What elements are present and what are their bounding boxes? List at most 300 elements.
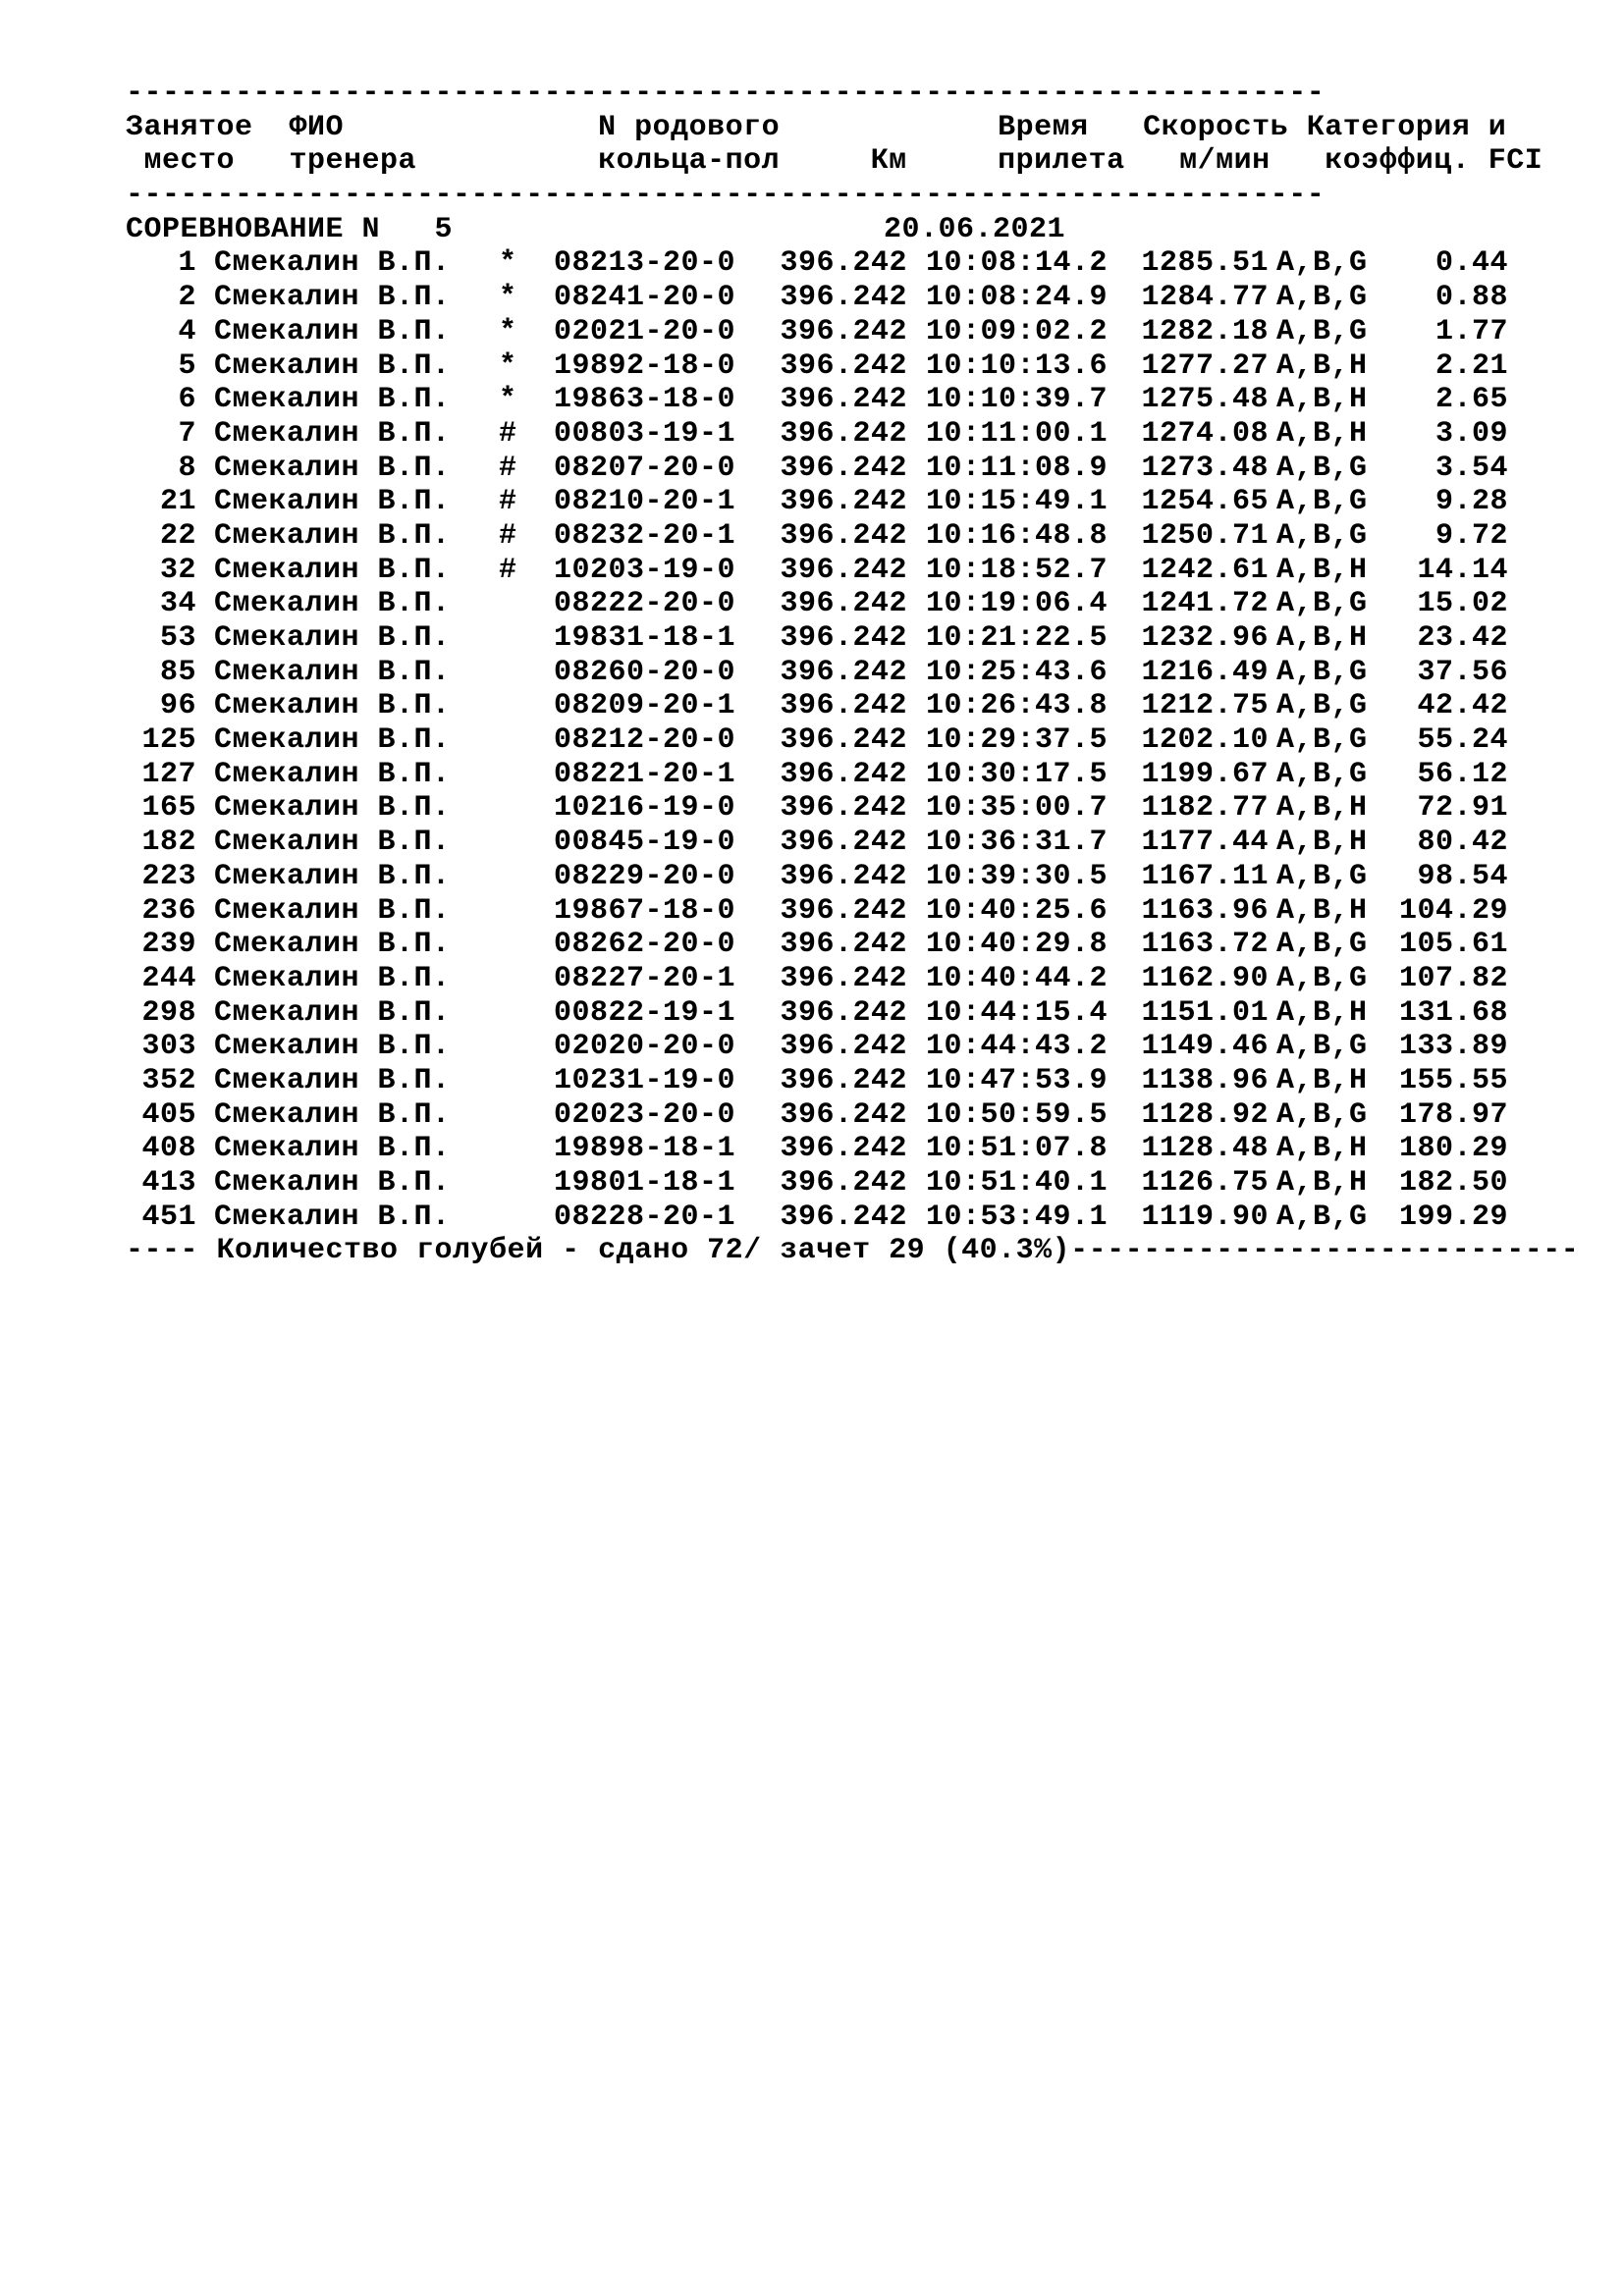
arrival-time-cell: 10:15:49.1 bbox=[925, 485, 1108, 519]
trainer-name-cell: Смекалин В.П. bbox=[214, 893, 451, 928]
mark-cell bbox=[499, 1166, 542, 1201]
trainer-name-cell: Смекалин В.П. bbox=[214, 826, 451, 860]
arrival-time-cell: 10:53:49.1 bbox=[925, 1200, 1108, 1234]
fci-coefficient-cell: 107.82 bbox=[1398, 961, 1508, 995]
arrival-time-cell: 10:35:00.7 bbox=[925, 791, 1108, 826]
speed-cell: 1275.48 bbox=[1141, 383, 1269, 417]
trainer-name-cell: Смекалин В.П. bbox=[214, 348, 451, 383]
place-cell: 405 bbox=[141, 1097, 196, 1132]
trainer-name-cell: Смекалин В.П. bbox=[214, 1063, 451, 1097]
place-cell: 4 bbox=[178, 314, 196, 348]
mark-cell bbox=[499, 962, 542, 996]
distance-cell: 396.242 bbox=[780, 383, 907, 417]
table-row bbox=[126, 485, 1598, 519]
mark-cell: # bbox=[499, 451, 517, 485]
category-cell: A,B,G bbox=[1276, 655, 1368, 689]
speed-cell: 1163.96 bbox=[1141, 893, 1269, 928]
table-row bbox=[126, 860, 1598, 894]
fci-coefficient-cell: 155.55 bbox=[1398, 1063, 1508, 1097]
ring-number-cell: 08222-20-0 bbox=[554, 587, 736, 621]
category-cell: A,B,G bbox=[1276, 1097, 1368, 1132]
arrival-time-cell: 10:50:59.5 bbox=[925, 1097, 1108, 1132]
category-cell: A,B,H bbox=[1276, 1132, 1368, 1166]
arrival-time-cell: 10:08:24.9 bbox=[925, 281, 1108, 315]
trainer-name-cell: Смекалин В.П. bbox=[214, 723, 451, 758]
table-row bbox=[126, 656, 1598, 690]
fci-coefficient-cell: 199.29 bbox=[1398, 1200, 1508, 1234]
table-row bbox=[126, 519, 1598, 554]
place-cell: 408 bbox=[141, 1132, 196, 1166]
ring-number-cell: 02023-20-0 bbox=[554, 1097, 736, 1132]
distance-cell: 396.242 bbox=[780, 553, 907, 587]
race-results-report bbox=[126, 77, 1598, 1268]
category-cell: A,B,H bbox=[1276, 1166, 1368, 1200]
distance-cell: 396.242 bbox=[780, 348, 907, 383]
fci-coefficient-cell: 42.42 bbox=[1417, 689, 1508, 723]
category-cell: A,B,G bbox=[1276, 1200, 1368, 1234]
fci-coefficient-cell: 2.65 bbox=[1435, 383, 1508, 417]
mark-cell: * bbox=[499, 314, 517, 348]
distance-cell: 396.242 bbox=[780, 587, 907, 621]
mark-cell bbox=[499, 587, 542, 621]
place-cell: 6 bbox=[178, 383, 196, 417]
arrival-time-cell: 10:29:37.5 bbox=[925, 723, 1108, 758]
ring-number-cell: 08210-20-1 bbox=[554, 485, 736, 519]
distance-cell: 396.242 bbox=[780, 757, 907, 791]
distance-cell: 396.242 bbox=[780, 621, 907, 655]
summary-footer: ---- Количество голубей - сдано 72/ зачет 29 (40.3%)---------------------------- bbox=[126, 1234, 1580, 1268]
arrival-time-cell: 10:09:02.2 bbox=[925, 314, 1108, 348]
distance-cell: 396.242 bbox=[780, 518, 907, 553]
mark-cell bbox=[499, 1201, 542, 1235]
speed-cell: 1149.46 bbox=[1141, 1030, 1269, 1064]
trainer-name-cell: Смекалин В.П. bbox=[214, 1097, 451, 1132]
competition-line bbox=[126, 213, 1598, 247]
category-cell: A,B,G bbox=[1276, 1030, 1368, 1064]
mark-cell bbox=[499, 1098, 542, 1133]
mark-cell: * bbox=[499, 383, 517, 417]
speed-cell: 1241.72 bbox=[1141, 587, 1269, 621]
speed-cell: 1138.96 bbox=[1141, 1063, 1269, 1097]
place-cell: 413 bbox=[141, 1166, 196, 1200]
arrival-time-cell: 10:39:30.5 bbox=[925, 859, 1108, 893]
speed-cell: 1277.27 bbox=[1141, 348, 1269, 383]
category-cell: A,B,H bbox=[1276, 621, 1368, 655]
ring-number-cell: 00803-19-1 bbox=[554, 416, 736, 451]
mark-cell: * bbox=[499, 348, 517, 383]
table-row bbox=[126, 383, 1598, 417]
place-cell: 239 bbox=[141, 928, 196, 962]
fci-coefficient-cell: 23.42 bbox=[1417, 621, 1508, 655]
place-cell: 34 bbox=[159, 587, 196, 621]
trainer-name-cell: Смекалин В.П. bbox=[214, 1200, 451, 1234]
distance-cell: 396.242 bbox=[780, 859, 907, 893]
mark-cell bbox=[499, 1132, 542, 1166]
trainer-name-cell: Смекалин В.П. bbox=[214, 281, 451, 315]
ring-number-cell: 08207-20-0 bbox=[554, 451, 736, 485]
speed-cell: 1128.92 bbox=[1141, 1097, 1269, 1132]
place-cell: 236 bbox=[141, 893, 196, 928]
fci-coefficient-cell: 56.12 bbox=[1417, 757, 1508, 791]
table-row bbox=[126, 1098, 1598, 1133]
place-cell: 223 bbox=[141, 859, 196, 893]
fci-coefficient-cell: 14.14 bbox=[1417, 553, 1508, 587]
fci-coefficient-cell: 72.91 bbox=[1417, 791, 1508, 826]
speed-cell: 1167.11 bbox=[1141, 859, 1269, 893]
mark-cell: * bbox=[499, 281, 517, 315]
fci-coefficient-cell: 131.68 bbox=[1398, 995, 1508, 1030]
place-cell: 298 bbox=[141, 995, 196, 1030]
fci-coefficient-cell: 2.21 bbox=[1435, 348, 1508, 383]
table-row bbox=[126, 826, 1598, 860]
table-row bbox=[126, 962, 1598, 996]
ring-number-cell: 08229-20-0 bbox=[554, 859, 736, 893]
mark-cell bbox=[499, 689, 542, 723]
fci-coefficient-cell: 80.42 bbox=[1417, 826, 1508, 860]
distance-cell: 396.242 bbox=[780, 1063, 907, 1097]
distance-cell: 396.242 bbox=[780, 928, 907, 962]
place-cell: 7 bbox=[178, 416, 196, 451]
distance-cell: 396.242 bbox=[780, 723, 907, 758]
speed-cell: 1177.44 bbox=[1141, 826, 1269, 860]
category-cell: A,B,G bbox=[1276, 281, 1368, 315]
ring-number-cell: 19867-18-0 bbox=[554, 893, 736, 928]
ring-number-cell: 19892-18-0 bbox=[554, 348, 736, 383]
distance-cell: 396.242 bbox=[780, 416, 907, 451]
speed-cell: 1199.67 bbox=[1141, 757, 1269, 791]
distance-cell: 396.242 bbox=[780, 826, 907, 860]
category-cell: A,B,G bbox=[1276, 451, 1368, 485]
speed-cell: 1128.48 bbox=[1141, 1132, 1269, 1166]
category-cell: A,B,G bbox=[1276, 587, 1368, 621]
mark-cell: # bbox=[499, 485, 517, 519]
table-row bbox=[126, 689, 1598, 723]
arrival-time-cell: 10:40:29.8 bbox=[925, 928, 1108, 962]
distance-cell: 396.242 bbox=[780, 1132, 907, 1166]
mark-cell bbox=[499, 656, 542, 690]
distance-cell: 396.242 bbox=[780, 961, 907, 995]
category-cell: A,B,G bbox=[1276, 246, 1368, 281]
ring-number-cell: 08241-20-0 bbox=[554, 281, 736, 315]
fci-coefficient-cell: 37.56 bbox=[1417, 655, 1508, 689]
distance-cell: 396.242 bbox=[780, 655, 907, 689]
category-cell: A,B,G bbox=[1276, 689, 1368, 723]
mark-cell bbox=[499, 894, 542, 929]
speed-cell: 1254.65 bbox=[1141, 485, 1269, 519]
place-cell: 8 bbox=[178, 451, 196, 485]
fci-coefficient-cell: 98.54 bbox=[1417, 859, 1508, 893]
trainer-name-cell: Смекалин В.П. bbox=[214, 416, 451, 451]
table-row bbox=[126, 758, 1598, 792]
arrival-time-cell: 10:18:52.7 bbox=[925, 553, 1108, 587]
ring-number-cell: 19801-18-1 bbox=[554, 1166, 736, 1200]
fci-coefficient-cell: 9.72 bbox=[1435, 518, 1508, 553]
category-cell: A,B,H bbox=[1276, 791, 1368, 826]
arrival-time-cell: 10:16:48.8 bbox=[925, 518, 1108, 553]
arrival-time-cell: 10:08:14.2 bbox=[925, 246, 1108, 281]
speed-cell: 1162.90 bbox=[1141, 961, 1269, 995]
speed-cell: 1163.72 bbox=[1141, 928, 1269, 962]
speed-cell: 1250.71 bbox=[1141, 518, 1269, 553]
distance-cell: 396.242 bbox=[780, 314, 907, 348]
speed-cell: 1273.48 bbox=[1141, 451, 1269, 485]
table-row bbox=[126, 315, 1598, 349]
speed-cell: 1202.10 bbox=[1141, 723, 1269, 758]
fci-coefficient-cell: 104.29 bbox=[1398, 893, 1508, 928]
category-cell: A,B,G bbox=[1276, 485, 1368, 519]
speed-cell: 1119.90 bbox=[1141, 1200, 1269, 1234]
ring-number-cell: 08260-20-0 bbox=[554, 655, 736, 689]
table-row bbox=[126, 246, 1598, 281]
place-cell: 32 bbox=[159, 553, 196, 587]
ring-number-cell: 00845-19-0 bbox=[554, 826, 736, 860]
category-cell: A,B,H bbox=[1276, 416, 1368, 451]
distance-cell: 396.242 bbox=[780, 1030, 907, 1064]
place-cell: 1 bbox=[178, 246, 196, 281]
ring-number-cell: 10216-19-0 bbox=[554, 791, 736, 826]
header-line-2: место тренера кольца-пол Км прилета м/мин коэффиц. FCI bbox=[126, 144, 1543, 179]
speed-cell: 1284.77 bbox=[1141, 281, 1269, 315]
place-cell: 352 bbox=[141, 1063, 196, 1097]
mark-cell: # bbox=[499, 518, 517, 553]
category-cell: A,B,G bbox=[1276, 757, 1368, 791]
arrival-time-cell: 10:44:43.2 bbox=[925, 1030, 1108, 1064]
category-cell: A,B,H bbox=[1276, 1063, 1368, 1097]
speed-cell: 1182.77 bbox=[1141, 791, 1269, 826]
distance-cell: 396.242 bbox=[780, 246, 907, 281]
ring-number-cell: 02021-20-0 bbox=[554, 314, 736, 348]
arrival-time-cell: 10:21:22.5 bbox=[925, 621, 1108, 655]
arrival-time-cell: 10:10:39.7 bbox=[925, 383, 1108, 417]
arrival-time-cell: 10:47:53.9 bbox=[925, 1063, 1108, 1097]
place-cell: 127 bbox=[141, 757, 196, 791]
mark-cell: * bbox=[499, 246, 517, 281]
category-cell: A,B,H bbox=[1276, 995, 1368, 1030]
arrival-time-cell: 10:26:43.8 bbox=[925, 689, 1108, 723]
category-cell: A,B,G bbox=[1276, 928, 1368, 962]
distance-cell: 396.242 bbox=[780, 1200, 907, 1234]
ring-number-cell: 08213-20-0 bbox=[554, 246, 736, 281]
category-cell: A,B,H bbox=[1276, 826, 1368, 860]
fci-coefficient-cell: 15.02 bbox=[1417, 587, 1508, 621]
arrival-time-cell: 10:11:00.1 bbox=[925, 416, 1108, 451]
place-cell: 451 bbox=[141, 1200, 196, 1234]
table-row bbox=[126, 894, 1598, 929]
ring-number-cell: 08209-20-1 bbox=[554, 689, 736, 723]
speed-cell: 1216.49 bbox=[1141, 655, 1269, 689]
fci-coefficient-cell: 1.77 bbox=[1435, 314, 1508, 348]
trainer-name-cell: Смекалин В.П. bbox=[214, 859, 451, 893]
fci-coefficient-cell: 133.89 bbox=[1398, 1030, 1508, 1064]
trainer-name-cell: Смекалин В.П. bbox=[214, 383, 451, 417]
arrival-time-cell: 10:36:31.7 bbox=[925, 826, 1108, 860]
trainer-name-cell: Смекалин В.П. bbox=[214, 689, 451, 723]
table-row bbox=[126, 281, 1598, 315]
fci-coefficient-cell: 178.97 bbox=[1398, 1097, 1508, 1132]
table-row bbox=[126, 417, 1598, 452]
fci-coefficient-cell: 0.88 bbox=[1435, 281, 1508, 315]
ring-number-cell: 10203-19-0 bbox=[554, 553, 736, 587]
ring-number-cell: 08221-20-1 bbox=[554, 757, 736, 791]
mark-cell bbox=[499, 860, 542, 894]
ring-number-cell: 19898-18-1 bbox=[554, 1132, 736, 1166]
table-row bbox=[126, 1064, 1598, 1098]
speed-cell: 1274.08 bbox=[1141, 416, 1269, 451]
category-cell: A,B,H bbox=[1276, 553, 1368, 587]
trainer-name-cell: Смекалин В.П. bbox=[214, 1132, 451, 1166]
trainer-name-cell: Смекалин В.П. bbox=[214, 757, 451, 791]
place-cell: 182 bbox=[141, 826, 196, 860]
distance-cell: 396.242 bbox=[780, 893, 907, 928]
mark-cell bbox=[499, 996, 542, 1031]
ring-number-cell: 19863-18-0 bbox=[554, 383, 736, 417]
speed-cell: 1151.01 bbox=[1141, 995, 1269, 1030]
arrival-time-cell: 10:51:07.8 bbox=[925, 1132, 1108, 1166]
place-cell: 303 bbox=[141, 1030, 196, 1064]
ring-number-cell: 08227-20-1 bbox=[554, 961, 736, 995]
category-cell: A,B,H bbox=[1276, 348, 1368, 383]
fci-coefficient-cell: 55.24 bbox=[1417, 723, 1508, 758]
trainer-name-cell: Смекалин В.П. bbox=[214, 928, 451, 962]
trainer-name-cell: Смекалин В.П. bbox=[214, 485, 451, 519]
table-row bbox=[126, 1132, 1598, 1166]
fci-coefficient-cell: 3.54 bbox=[1435, 451, 1508, 485]
ring-number-cell: 19831-18-1 bbox=[554, 621, 736, 655]
results-table bbox=[126, 246, 1598, 1234]
mark-cell bbox=[499, 1064, 542, 1098]
distance-cell: 396.242 bbox=[780, 485, 907, 519]
distance-cell: 396.242 bbox=[780, 1097, 907, 1132]
mark-cell bbox=[499, 758, 542, 792]
fci-coefficient-cell: 105.61 bbox=[1398, 928, 1508, 962]
top-divider: ------------------------------------------------------------------ bbox=[126, 77, 1326, 110]
arrival-time-cell: 10:10:13.6 bbox=[925, 348, 1108, 383]
table-row bbox=[126, 452, 1598, 486]
fci-coefficient-cell: 182.50 bbox=[1398, 1166, 1508, 1200]
distance-cell: 396.242 bbox=[780, 995, 907, 1030]
competition-date: 20.06.2021 bbox=[884, 212, 1066, 246]
ring-number-cell: 08262-20-0 bbox=[554, 928, 736, 962]
place-cell: 2 bbox=[178, 281, 196, 315]
distance-cell: 396.242 bbox=[780, 791, 907, 826]
trainer-name-cell: Смекалин В.П. bbox=[214, 1030, 451, 1064]
table-row bbox=[126, 723, 1598, 758]
category-cell: A,B,G bbox=[1276, 859, 1368, 893]
table-row bbox=[126, 587, 1598, 621]
mark-cell bbox=[499, 621, 542, 656]
trainer-name-cell: Смекалин В.П. bbox=[214, 961, 451, 995]
table-row bbox=[126, 996, 1598, 1031]
fci-coefficient-cell: 0.44 bbox=[1435, 246, 1508, 281]
ring-number-cell: 08232-20-1 bbox=[554, 518, 736, 553]
speed-cell: 1212.75 bbox=[1141, 689, 1269, 723]
ring-number-cell: 02020-20-0 bbox=[554, 1030, 736, 1064]
arrival-time-cell: 10:11:08.9 bbox=[925, 451, 1108, 485]
place-cell: 21 bbox=[159, 485, 196, 519]
table-row bbox=[126, 791, 1598, 826]
mark-cell bbox=[499, 791, 542, 826]
mark-cell bbox=[499, 1030, 542, 1064]
ring-number-cell: 08228-20-1 bbox=[554, 1200, 736, 1234]
distance-cell: 396.242 bbox=[780, 689, 907, 723]
arrival-time-cell: 10:40:25.6 bbox=[925, 893, 1108, 928]
mark-cell: # bbox=[499, 553, 517, 587]
table-row bbox=[126, 928, 1598, 962]
trainer-name-cell: Смекалин В.П. bbox=[214, 655, 451, 689]
ring-number-cell: 00822-19-1 bbox=[554, 995, 736, 1030]
arrival-time-cell: 10:40:44.2 bbox=[925, 961, 1108, 995]
trainer-name-cell: Смекалин В.П. bbox=[214, 314, 451, 348]
table-row bbox=[126, 349, 1598, 384]
trainer-name-cell: Смекалин В.П. bbox=[214, 451, 451, 485]
arrival-time-cell: 10:19:06.4 bbox=[925, 587, 1108, 621]
trainer-name-cell: Смекалин В.П. bbox=[214, 246, 451, 281]
distance-cell: 396.242 bbox=[780, 1166, 907, 1200]
trainer-name-cell: Смекалин В.П. bbox=[214, 791, 451, 826]
distance-cell: 396.242 bbox=[780, 281, 907, 315]
place-cell: 244 bbox=[141, 961, 196, 995]
place-cell: 5 bbox=[178, 348, 196, 383]
fci-coefficient-cell: 9.28 bbox=[1435, 485, 1508, 519]
header-divider: ------------------------------------------------------------------ bbox=[126, 179, 1326, 213]
competition-label: СОРЕВНОВАНИЕ N 5 bbox=[126, 212, 454, 246]
trainer-name-cell: Смекалин В.П. bbox=[214, 518, 451, 553]
speed-cell: 1232.96 bbox=[1141, 621, 1269, 655]
trainer-name-cell: Смекалин В.П. bbox=[214, 553, 451, 587]
table-row bbox=[126, 1166, 1598, 1201]
place-cell: 125 bbox=[141, 723, 196, 758]
fci-coefficient-cell: 180.29 bbox=[1398, 1132, 1508, 1166]
table-row bbox=[126, 1030, 1598, 1064]
arrival-time-cell: 10:30:17.5 bbox=[925, 757, 1108, 791]
speed-cell: 1285.51 bbox=[1141, 246, 1269, 281]
place-cell: 96 bbox=[159, 689, 196, 723]
arrival-time-cell: 10:51:40.1 bbox=[925, 1166, 1108, 1200]
mark-cell bbox=[499, 723, 542, 758]
category-cell: A,B,G bbox=[1276, 961, 1368, 995]
distance-cell: 396.242 bbox=[780, 451, 907, 485]
trainer-name-cell: Смекалин В.П. bbox=[214, 995, 451, 1030]
place-cell: 22 bbox=[159, 518, 196, 553]
place-cell: 165 bbox=[141, 791, 196, 826]
trainer-name-cell: Смекалин В.П. bbox=[214, 587, 451, 621]
speed-cell: 1282.18 bbox=[1141, 314, 1269, 348]
table-row bbox=[126, 554, 1598, 588]
category-cell: A,B,G bbox=[1276, 314, 1368, 348]
trainer-name-cell: Смекалин В.П. bbox=[214, 621, 451, 655]
fci-coefficient-cell: 3.09 bbox=[1435, 416, 1508, 451]
category-cell: A,B,H bbox=[1276, 893, 1368, 928]
arrival-time-cell: 10:25:43.6 bbox=[925, 655, 1108, 689]
place-cell: 53 bbox=[159, 621, 196, 655]
category-cell: A,B,H bbox=[1276, 383, 1368, 417]
arrival-time-cell: 10:44:15.4 bbox=[925, 995, 1108, 1030]
mark-cell: # bbox=[499, 416, 517, 451]
table-row bbox=[126, 1201, 1598, 1235]
category-cell: A,B,G bbox=[1276, 518, 1368, 553]
mark-cell bbox=[499, 928, 542, 962]
trainer-name-cell: Смекалин В.П. bbox=[214, 1166, 451, 1200]
speed-cell: 1242.61 bbox=[1141, 553, 1269, 587]
table-row bbox=[126, 621, 1598, 656]
ring-number-cell: 10231-19-0 bbox=[554, 1063, 736, 1097]
speed-cell: 1126.75 bbox=[1141, 1166, 1269, 1200]
header-line-1: Занятое ФИО N родового Время Скорость Категория и bbox=[126, 110, 1507, 144]
mark-cell bbox=[499, 826, 542, 860]
ring-number-cell: 08212-20-0 bbox=[554, 723, 736, 758]
category-cell: A,B,G bbox=[1276, 723, 1368, 758]
place-cell: 85 bbox=[159, 655, 196, 689]
